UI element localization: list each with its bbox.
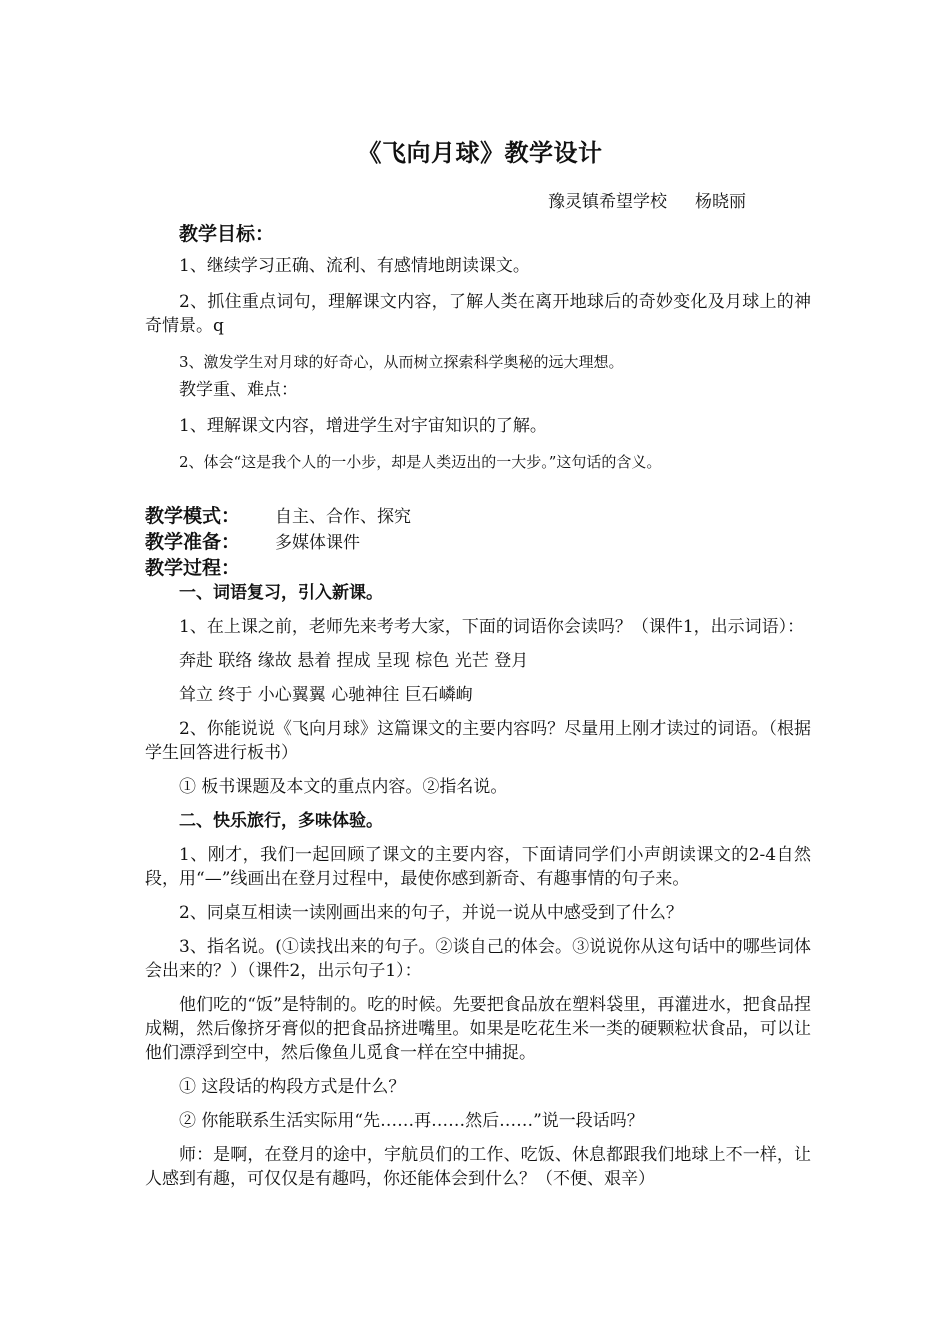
goals-heading: 教学目标： — [179, 223, 275, 245]
key-point-item-2: 2、体会“这是我个人的一小步，却是人类迈出的一大步。”这句话的含义。 — [179, 453, 662, 471]
goal-item-3: 3、激发学生对月球的好奇心，从而树立探索科学奥秘的远大理想。 — [179, 353, 624, 371]
section1-paragraph-2: 2、你能说说《飞向月球》这篇课文的主要内容吗？尽量用上刚才读过的词语。（根据学生回答进行板书） — [145, 719, 811, 763]
process-row — [145, 556, 811, 581]
key-point-item-1: 1、理解课文内容，增进学生对宇宙知识的了解。 — [179, 416, 547, 436]
section2-paragraph-2: 2、同桌互相读一读刚画出来的句子，并说一说从中感受到了什么？ — [179, 903, 683, 923]
mode-row — [145, 504, 811, 530]
section2-paragraph-6: ② 你能联系生活实际用“先……再……然后……”说一段话吗？ — [179, 1111, 644, 1131]
preparation-value: 多媒体课件 — [275, 533, 360, 553]
section2-paragraph-4: 他们吃的“饭”是特制的。吃的时候。先要把食品放在塑料袋里，再灌进水，把食品捏成糊，然后像挤牙膏似的把食品挤进嘴里。如果是吃花生米一类的硬颗粒状食品，可以让他们漂浮到空中，然后像鱼儿觅食一样在空中捕捉。 — [145, 995, 811, 1063]
section1-paragraph-3: ① 板书课题及本文的重点内容。②指名说。 — [179, 777, 508, 797]
section2-paragraph-5: ① 这段话的构段方式是什么？ — [179, 1077, 406, 1097]
section2-paragraph-1: 1、刚才，我们一起回顾了课文的主要内容，下面请同学们小声朗读课文的2-4自然段，用“—”线画出在登月过程中，最使你感到新奇、有趣事情的句子来。 — [145, 845, 811, 889]
mode-value: 自主、合作、探究 — [275, 507, 411, 527]
section2-paragraph-3: 3、指名说。(①读找出来的句子。②谈自己的体会。③说说你从这句话中的哪些词体会出来的？）（课件2，出示句子1）： — [145, 937, 811, 981]
author-name: 杨晓丽 — [695, 192, 746, 212]
section1-words-2: 耸立 终于 小心翼翼 心驰神往 巨石嶙峋 — [179, 685, 473, 705]
goal-item-1: 1、继续学习正确、流利、有感情地朗读课文。 — [179, 256, 530, 276]
author-line — [548, 187, 746, 212]
preparation-row — [145, 530, 811, 556]
mode-label: 教学模式： — [145, 505, 241, 527]
goal-item-2: 2、抓住重点词句，理解课文内容，了解人类在离开地球后的奇妙变化及月球上的神奇情景。q — [145, 292, 811, 336]
author-school: 豫灵镇希望学校 — [548, 192, 667, 212]
section1-words-1: 奔赴 联络 缘故 悬着 捏成 呈现 棕色 光芒 登月 — [179, 651, 529, 671]
section2-paragraph-7: 师：是啊，在登月的途中，宇航员们的工作、吃饭、休息都跟我们地球上不一样，让人感到有趣，可仅仅是有趣吗，你还能体会到什么？（不便、艰辛） — [145, 1145, 811, 1189]
preparation-label: 教学准备： — [145, 531, 241, 553]
document-body — [145, 220, 811, 1201]
section2-heading: 二、快乐旅行，多味体验。 — [179, 811, 383, 831]
section1-heading: 一、词语复习，引入新课。 — [179, 583, 383, 603]
section1-paragraph-1: 1、在上课之前，老师先来考考大家，下面的词语你会读吗？（课件1，出示词语）： — [179, 617, 805, 637]
page-title: 《飞向月球》教学设计 — [357, 138, 603, 167]
process-heading: 教学过程： — [145, 557, 241, 579]
key-points-heading: 教学重、难点： — [179, 380, 298, 400]
